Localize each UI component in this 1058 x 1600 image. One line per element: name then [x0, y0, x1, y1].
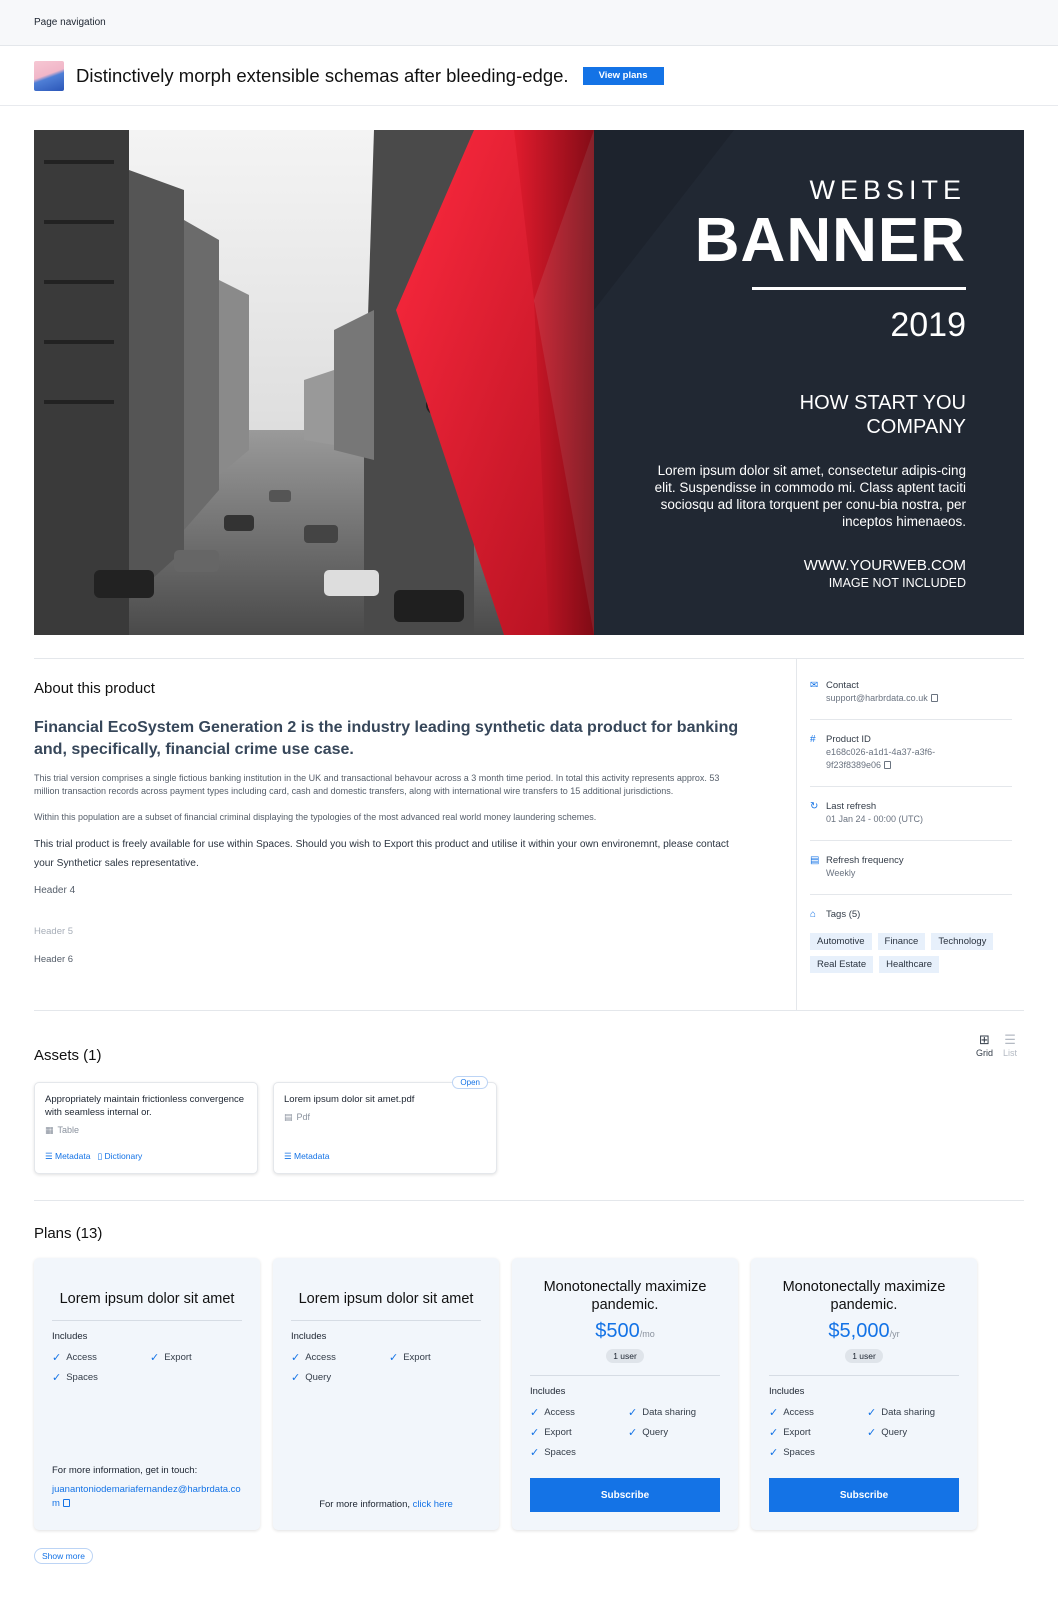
check-icon: ✓	[867, 1426, 877, 1439]
feature-label: Query	[305, 1372, 332, 1384]
metadata-link[interactable]	[45, 1151, 90, 1162]
product-title: Distinctively morph extensible schemas after bleeding-edge.	[76, 64, 569, 86]
about-paragraph: Within this population are a subset of financial criminal displaying the typologies of the most advanced real world money laundering schemes.	[34, 811, 597, 822]
header-4: Header 4	[34, 885, 76, 896]
asset-card[interactable]	[273, 1078, 497, 1174]
table-icon: ▦	[45, 1124, 54, 1135]
grid-view-button[interactable]	[976, 1032, 993, 1058]
tag[interactable]: Real Estate	[810, 956, 873, 973]
dictionary-link[interactable]	[97, 1151, 142, 1162]
includes-label: Includes	[530, 1386, 566, 1398]
feature-list	[769, 1407, 959, 1458]
about-heading: About this product	[34, 680, 155, 697]
grid-label: Grid	[976, 1048, 994, 1058]
divider	[34, 1200, 1024, 1201]
contact-value	[826, 692, 938, 705]
banner-note: IMAGE NOT INCLUDED	[828, 575, 966, 590]
last-refresh-label: Last refresh	[826, 801, 877, 812]
banner-heading: BANNER	[694, 206, 966, 275]
feature-item	[52, 1352, 150, 1363]
metadata-label: Metadata	[293, 1151, 330, 1161]
plan-price	[530, 1320, 720, 1343]
grid-icon: ⊞	[979, 1032, 990, 1047]
check-icon: ✓	[52, 1351, 62, 1364]
check-icon: ✓	[769, 1446, 779, 1459]
metadata-label: Metadata	[54, 1151, 91, 1161]
feature-item	[530, 1447, 628, 1458]
contact-row	[810, 680, 1012, 720]
check-icon: ✓	[150, 1351, 160, 1364]
list-label: List	[1003, 1048, 1018, 1058]
asset-links	[45, 1151, 142, 1162]
feature-item	[769, 1407, 867, 1418]
asset-title: Appropriately maintain frictionless convergence with seamless internal or.	[45, 1094, 245, 1118]
includes-label: Includes	[52, 1331, 88, 1343]
tag[interactable]: Automotive	[810, 933, 872, 950]
list-view-button[interactable]	[1003, 1032, 1017, 1058]
product-logo	[34, 61, 64, 91]
header-6: Header 6	[34, 954, 74, 965]
show-more-button[interactable]: Show more	[34, 1548, 93, 1564]
feature-label: Access	[66, 1352, 97, 1364]
view-toggle	[976, 1032, 1017, 1058]
plan-card	[273, 1258, 499, 1530]
tag[interactable]: Healthcare	[879, 956, 939, 973]
feature-list	[52, 1352, 242, 1383]
divider	[34, 1010, 1024, 1011]
feature-label: Access	[305, 1352, 336, 1364]
header-5: Header 5	[34, 926, 74, 937]
check-icon: ✓	[867, 1406, 877, 1419]
plan-name: Monotonectally maximize pandemic.	[782, 1279, 946, 1314]
product-id-label: Product ID	[826, 734, 871, 745]
divider	[34, 658, 1024, 659]
open-badge[interactable]: Open	[452, 1076, 488, 1089]
feature-item	[867, 1407, 965, 1418]
feature-label: Export	[164, 1352, 192, 1364]
includes-label: Includes	[291, 1331, 327, 1343]
contact-email-link[interactable]: juanantoniodemariafernandez@harbrdata.com	[52, 1484, 241, 1509]
page-navigation-bar	[0, 0, 1058, 46]
more-info-text: For more information,	[319, 1499, 411, 1510]
plan-divider	[769, 1375, 959, 1376]
product-banner-image	[34, 130, 1024, 635]
view-plans-button[interactable]: View plans	[583, 67, 664, 85]
pdf-icon: ▤	[284, 1111, 293, 1122]
feature-item	[389, 1352, 487, 1363]
plan-name: Lorem ipsum dolor sit amet	[59, 1291, 235, 1307]
feature-label: Query	[881, 1427, 908, 1439]
feature-label: Export	[403, 1352, 431, 1364]
plan-name: Monotonectally maximize pandemic.	[543, 1279, 707, 1314]
plan-card	[751, 1258, 977, 1530]
check-icon: ✓	[628, 1426, 638, 1439]
hash-icon: #	[810, 734, 816, 745]
about-paragraph-bold: This trial product is freely available for use within Spaces. Should you wish to Export this product and utilise it within your own environemnt, please contact your Syntheticr sales representative.	[34, 839, 729, 869]
feature-item	[769, 1427, 867, 1438]
plan-divider	[291, 1320, 481, 1321]
feature-label: Data sharing	[881, 1407, 936, 1419]
assets-heading: Assets (1)	[34, 1047, 102, 1064]
feature-label: Export	[544, 1427, 572, 1439]
check-icon: ✓	[291, 1371, 301, 1384]
product-header	[0, 46, 1058, 106]
click-here-link[interactable]: click here	[412, 1499, 453, 1510]
subscribe-button[interactable]: Subscribe	[530, 1478, 720, 1512]
tags-block	[810, 909, 1012, 973]
plan-name: Lorem ipsum dolor sit amet	[298, 1291, 474, 1307]
feature-label: Query	[642, 1427, 669, 1439]
tags-label: Tags (5)	[826, 909, 861, 920]
contact-label: Contact	[826, 680, 859, 691]
tag-icon: ⌂	[810, 909, 817, 920]
feature-list	[291, 1352, 481, 1383]
users-badge: 1 user	[606, 1349, 644, 1363]
banner-website-text: WEBSITE	[809, 175, 966, 205]
check-icon: ✓	[530, 1406, 540, 1419]
feature-item	[628, 1407, 726, 1418]
plan-card	[34, 1258, 260, 1530]
check-icon: ✓	[389, 1351, 399, 1364]
feature-item	[291, 1352, 389, 1363]
contact-email[interactable]: support@harbrdata.co.uk	[826, 693, 928, 703]
check-icon: ✓	[530, 1446, 540, 1459]
last-refresh-row	[810, 801, 1012, 841]
subscribe-button[interactable]: Subscribe	[769, 1478, 959, 1512]
plans-heading: Plans (13)	[34, 1225, 103, 1242]
feature-item	[628, 1427, 726, 1438]
book-icon: ▯	[97, 1151, 105, 1161]
refresh-frequency-value: Weekly	[826, 868, 856, 878]
asset-type-label: Table	[57, 1125, 80, 1136]
banner-rule	[752, 287, 966, 290]
list-icon: ☰	[284, 1151, 294, 1161]
asset-type	[284, 1112, 486, 1123]
banner-text-block	[546, 175, 966, 590]
banner-body-text: Lorem ipsum dolor sit amet, consectetur adipis-cing elit. Suspendisse in commodo mi. Class aptent taciti sociosqu ad litora torquent per conu-bia nostra, per inceptos himenaeos.	[654, 463, 966, 529]
banner-year: 2019	[890, 306, 966, 345]
list-icon: ☰	[1004, 1032, 1016, 1047]
feature-item	[867, 1427, 965, 1438]
check-icon: ✓	[628, 1406, 638, 1419]
product-id-text: e168c026-a1d1-4a37-a3f6-9f23f8389e06	[826, 747, 936, 770]
product-id-value	[826, 746, 956, 772]
mail-icon: ✉	[810, 680, 819, 691]
asset-card[interactable]	[34, 1082, 258, 1174]
refresh-icon: ↻	[810, 801, 819, 812]
check-icon: ✓	[769, 1406, 779, 1419]
tag[interactable]: Finance	[878, 933, 926, 950]
tag[interactable]: Technology	[931, 933, 993, 950]
asset-links	[284, 1151, 329, 1162]
feature-item	[150, 1352, 248, 1363]
product-id-row	[810, 734, 1012, 787]
metadata-link[interactable]	[284, 1151, 329, 1162]
page-navigation-label[interactable]: Page navigation	[34, 17, 106, 28]
copy-icon[interactable]	[884, 761, 891, 769]
feature-item	[769, 1447, 867, 1458]
check-icon: ✓	[530, 1426, 540, 1439]
refresh-frequency-row	[810, 855, 1012, 895]
refresh-frequency-label: Refresh frequency	[826, 855, 904, 866]
feature-label: Spaces	[544, 1447, 576, 1459]
product-metadata-sidebar	[810, 680, 1012, 973]
price-period: /yr	[889, 1329, 900, 1340]
asset-type	[45, 1125, 247, 1136]
banner-subheading: HOW START YOU COMPANY	[799, 392, 966, 439]
last-refresh-value: 01 Jan 24 - 00:00 (UTC)	[826, 814, 924, 824]
list-icon: ☰	[45, 1151, 55, 1161]
asset-type-label: Pdf	[296, 1112, 311, 1123]
feature-label: Access	[783, 1407, 814, 1419]
feature-label: Export	[783, 1427, 811, 1439]
price-amount: $500	[595, 1320, 640, 1343]
feature-item	[291, 1372, 389, 1383]
plan-divider	[52, 1320, 242, 1321]
copy-icon[interactable]	[63, 1499, 70, 1507]
feature-label: Access	[544, 1407, 575, 1419]
vertical-divider	[796, 658, 797, 1010]
users-badge: 1 user	[845, 1349, 883, 1363]
calendar-icon: ▤	[810, 855, 820, 866]
about-section	[34, 680, 744, 965]
plan-more-info	[273, 1499, 499, 1510]
feature-label: Spaces	[66, 1372, 98, 1384]
feature-item	[52, 1372, 150, 1383]
feature-item	[530, 1407, 628, 1418]
price-period: /mo	[639, 1329, 655, 1340]
about-lead: Financial EcoSystem Generation 2 is the industry leading synthetic data product for banking and, specifically, financial crime use case.	[34, 719, 739, 759]
price-amount: $5,000	[828, 1320, 890, 1343]
check-icon: ✓	[291, 1351, 301, 1364]
banner-url: WWW.YOURWEB.COM	[803, 556, 966, 574]
contact-text: For more information, get in touch:	[52, 1465, 198, 1477]
feature-label: Data sharing	[642, 1407, 697, 1419]
feature-item	[530, 1427, 628, 1438]
plan-divider	[530, 1375, 720, 1376]
check-icon: ✓	[52, 1371, 62, 1384]
tags-list	[810, 933, 1012, 973]
includes-label: Includes	[769, 1386, 805, 1398]
feature-label: Spaces	[783, 1447, 815, 1459]
feature-list	[530, 1407, 720, 1458]
copy-icon[interactable]	[931, 694, 938, 702]
plan-card	[512, 1258, 738, 1530]
asset-title: Lorem ipsum dolor sit amet.pdf	[284, 1094, 415, 1105]
plan-price	[769, 1320, 959, 1343]
plan-contact	[52, 1464, 242, 1510]
dictionary-label: Dictionary	[104, 1151, 143, 1161]
check-icon: ✓	[769, 1426, 779, 1439]
about-paragraph: This trial version comprises a single fictious banking institution in the UK and transactional behavour across a 3 month time period. In total this activity represents approx. 53 million transaction records across payment types including card, cash and domestic transfers, along with international wire transfers to 15 additional jurisdictions.	[34, 772, 720, 797]
